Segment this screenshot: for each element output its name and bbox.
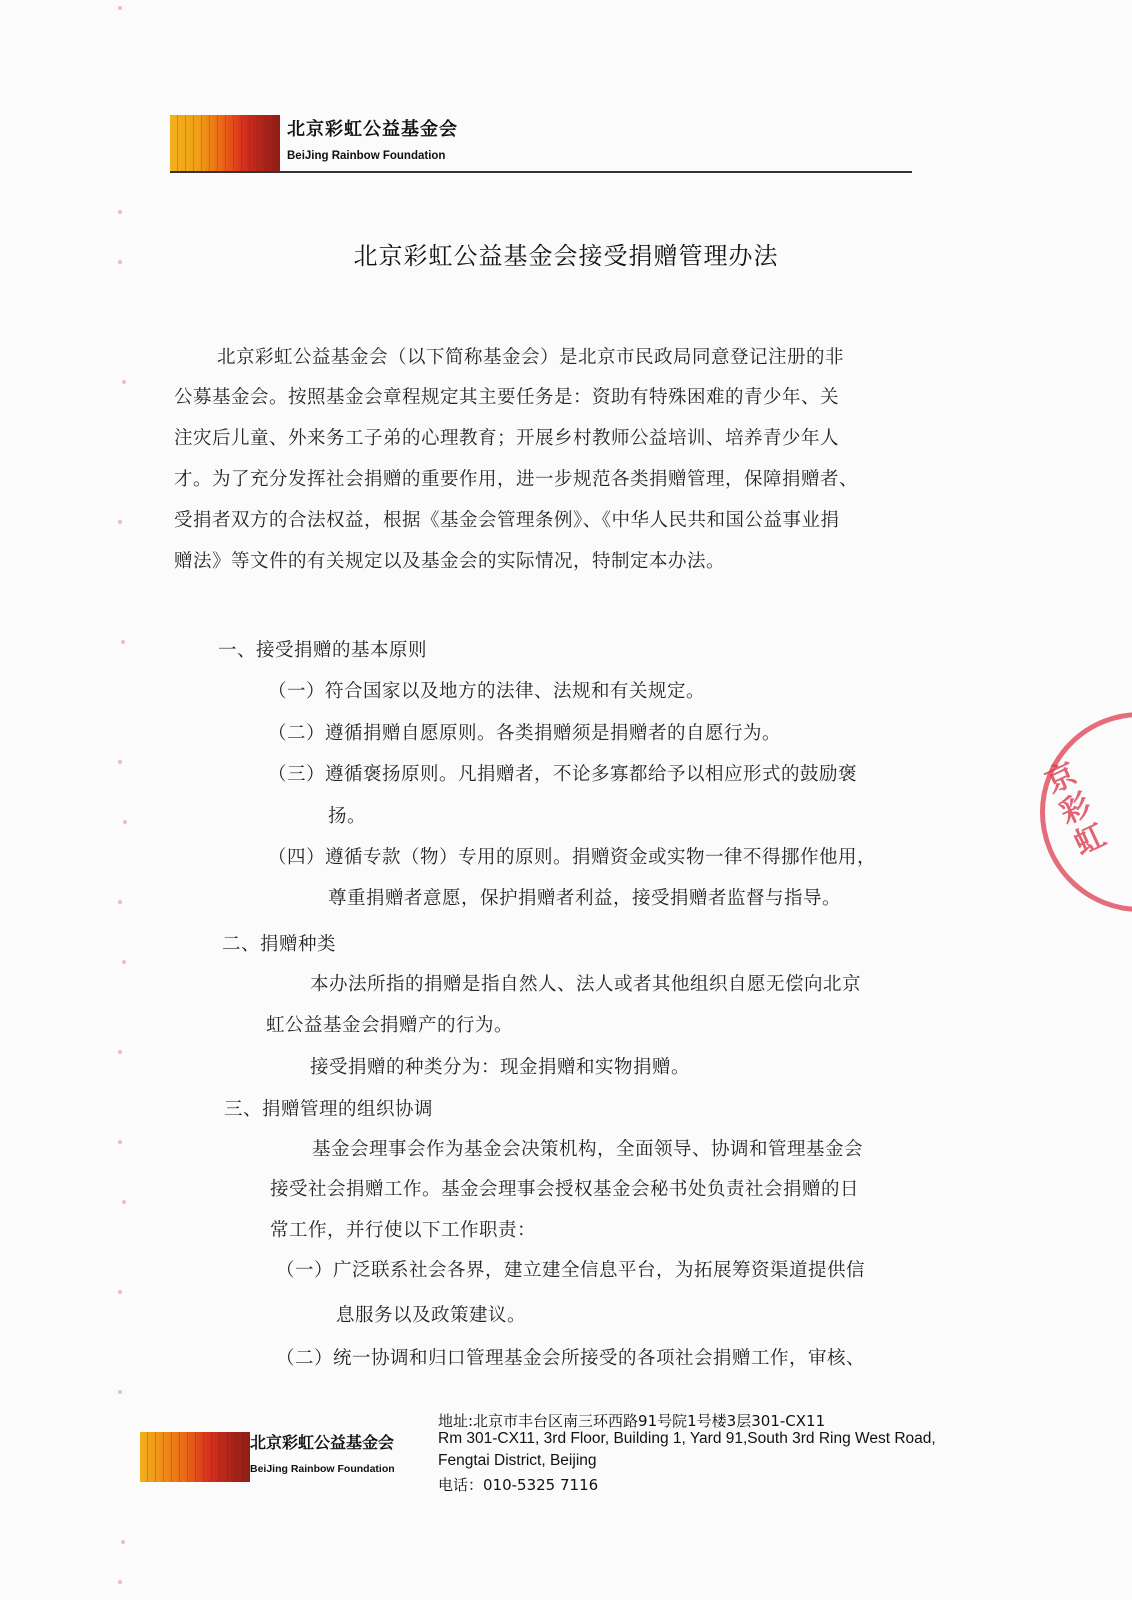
section-1-item-3-cont: 扬。 <box>328 806 367 827</box>
section-1-item-4-cont: 尊重捐赠者意愿，保护捐赠者利益，接受捐赠者监督与指导。 <box>328 888 842 909</box>
intro-line-3: 注灾后儿童、外来务工子弟的心理教育；开展乡村教师公益培训、培养青少年人 <box>174 428 840 449</box>
footer-address-cn: 地址:北京市丰台区南三环西路91号院1号楼3层301-CX11 <box>438 1412 826 1430</box>
section-2-line-2: 虹公益基金会捐赠产的行为。 <box>266 1015 514 1036</box>
section-2-line-3: 接受捐赠的种类分为：现金捐赠和实物捐赠。 <box>310 1057 691 1078</box>
foundation-logo-icon <box>170 115 280 171</box>
intro-line-4: 才。为了充分发挥社会捐赠的重要作用，进一步规范各类捐赠管理，保障捐赠者、 <box>174 469 859 490</box>
official-seal-text: 京彩虹 <box>1035 757 1110 865</box>
section-1-heading: 一、接受捐赠的基本原则 <box>218 640 428 661</box>
intro-line-2: 公募基金会。按照基金会章程规定其主要任务是：资助有特殊困难的青少年、关 <box>174 387 840 408</box>
section-3-item-2: （二）统一协调和归口管理基金会所接受的各项社会捐赠工作，审核、 <box>276 1348 866 1369</box>
letterhead <box>170 112 925 174</box>
section-3-line-1: 基金会理事会作为基金会决策机构，全面领导、协调和管理基金会 <box>312 1139 864 1160</box>
section-1-item-1: （一）符合国家以及地方的法律、法规和有关规定。 <box>268 681 706 702</box>
document-title: 北京彩虹公益基金会接受捐赠管理办法 <box>353 242 779 270</box>
intro-line-6: 赠法》等文件的有关规定以及基金会的实际情况，特制定本办法。 <box>174 551 726 572</box>
section-2-heading: 二、捐赠种类 <box>222 934 337 955</box>
section-2-line-1: 本办法所指的捐赠是指自然人、法人或者其他组织自愿无偿向北京 <box>310 974 862 995</box>
section-1-item-2: （二）遵循捐赠自愿原则。各类捐赠须是捐赠者的自愿行为。 <box>268 723 782 744</box>
footer-address-en-line-2: Fengtai District, Beijing <box>438 1452 597 1469</box>
letterhead-divider <box>170 171 912 173</box>
section-1-item-3: （三）遵循褒扬原则。凡捐赠者，不论多寡都给予以相应形式的鼓励褒 <box>268 764 858 785</box>
letterhead-org-name-en: BeiJing Rainbow Foundation <box>287 150 446 162</box>
footer-org-name-cn: 北京彩虹公益基金会 <box>250 1433 395 1452</box>
intro-line-5: 受捐者双方的合法权益，根据《基金会管理条例》、《中华人民共和国公益事业捐 <box>174 510 840 531</box>
letterhead-org-name-cn: 北京彩虹公益基金会 <box>287 119 458 140</box>
intro-line-1: 北京彩虹公益基金会（以下简称基金会）是北京市民政局同意登记注册的非 <box>217 347 845 368</box>
footer-org-name-en: BeiJing Rainbow Foundation <box>250 1463 395 1475</box>
footer-phone: 电话：010-5325 7116 <box>438 1476 599 1494</box>
footer-address-en-line-1: Rm 301-CX11, 3rd Floor, Building 1, Yard 91,South 3rd Ring West Road, <box>438 1430 936 1447</box>
section-3-line-3: 常工作，并行使以下工作职责： <box>270 1220 537 1241</box>
footer-logo-icon <box>140 1432 250 1482</box>
section-1-item-4: （四）遵循专款（物）专用的原则。捐赠资金或实物一律不得挪作他用， <box>268 847 877 868</box>
section-3-line-2: 接受社会捐赠工作。基金会理事会授权基金会秘书处负责社会捐赠的日 <box>270 1179 860 1200</box>
section-3-item-1-cont: 息服务以及政策建议。 <box>336 1305 527 1326</box>
section-3-heading: 三、捐赠管理的组织协调 <box>224 1099 434 1120</box>
section-3-item-1: （一）广泛联系社会各界，建立建全信息平台，为拓展筹资渠道提供信 <box>276 1260 866 1281</box>
